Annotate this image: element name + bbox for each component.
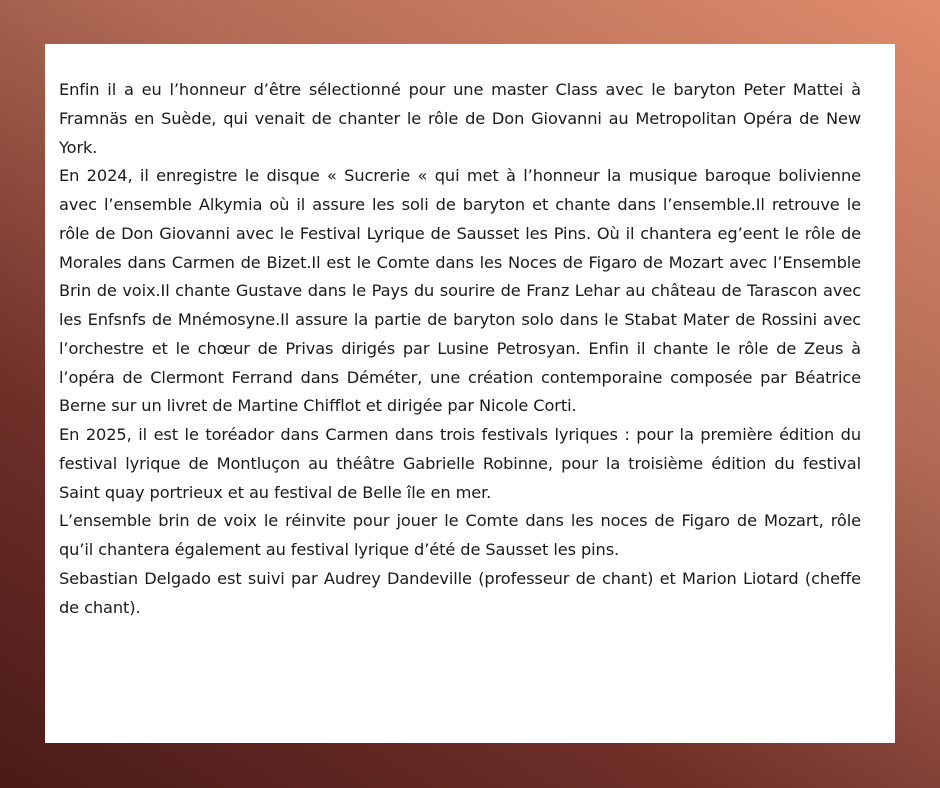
text-card <box>45 44 895 743</box>
paragraph-2025: En 2025, il est le toréador dans Carmen dans trois festivals lyriques : pour la première édition du festival lyrique de Montluçon au théâtre Gabrielle Robinne, pour la troisième édition du festival Saint quay portrieux et au festival de Belle île en mer. <box>59 425 861 502</box>
paragraph-2024: En 2024, il enregistre le disque « Sucrerie « qui met à l’honneur la musique baroque bolivienne avec l’ensemble Alkymia où il assure les soli de baryton et chante dans l’ensemble.Il retrouve le rôle de Don Giovanni avec le Festival Lyrique de Sausset les Pins. Où il chantera eg’eent le rôle de Morales dans Carmen de Bizet.Il est le Comte dans les Noces de Figaro de Mozart avec l’Ensemble Brin de voix.Il chante Gustave dans le Pays du sourire de Franz Lehar au château de Tarascon avec les Enfsnfs de Mnémosyne.Il assure la partie de baryton solo dans le Stabat Mater de Rossini avec l’orchestre et le chœur de Privas dirigés par Lusine Petrosyan. Enfin il chante le rôle de Zeus à l’opéra de Clermont Ferrand dans Déméter, une création contemporaine composée par Béatrice Berne sur un livret de Martine Chifflot et dirigée par Nicole Corti. <box>59 166 861 416</box>
paragraph-brin-de-voix: L’ensemble brin de voix le réinvite pour jouer le Comte dans les noces de Figaro de Mozart, rôle qu’il chantera également au festival lyrique d’été de Sausset les pins. <box>59 511 861 559</box>
paragraph-teachers: Sebastian Delgado est suivi par Audrey Dandeville (professeur de chant) et Marion Liotard (cheffe de chant). <box>59 568 861 617</box>
paragraph-master-class: Enfin il a eu l’honneur d’être sélectionné pour une master Class avec le baryton Peter Mattei à Framnäs en Suède, qui venait de chanter le rôle de Don Giovanni au Metropolitan Opéra de New York. <box>59 80 861 157</box>
